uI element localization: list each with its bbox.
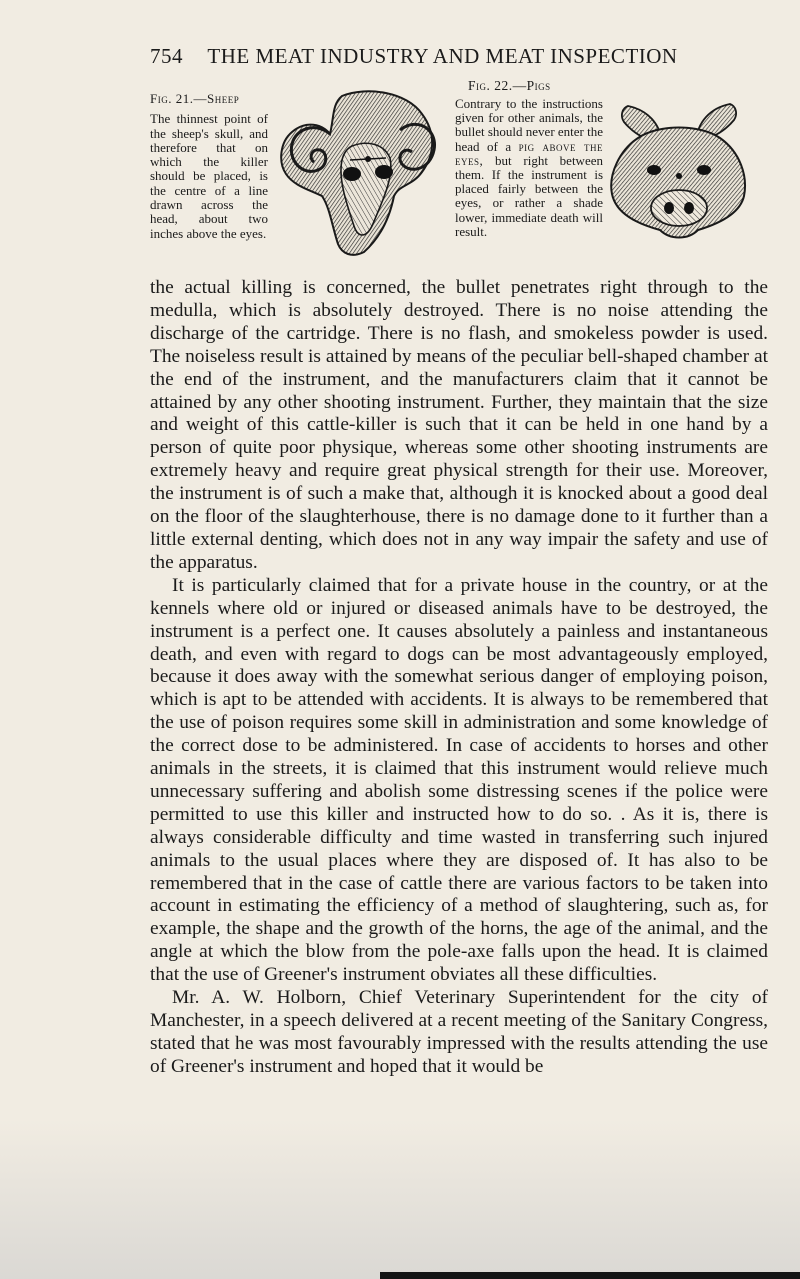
fig22-title: Fig. 22.—Pigs xyxy=(468,78,551,93)
running-header xyxy=(150,44,750,69)
page-bottom-shading xyxy=(0,1119,800,1279)
sheep-skull-engraving-icon xyxy=(272,86,452,258)
page-number: 754 xyxy=(150,44,183,68)
fig21-title: Fig. 21.—Sheep xyxy=(150,91,240,106)
fig22-caption-part2: but right between them. If the instrument is placed fairly between the eyes, or rather a shade lower, immediate death will result. xyxy=(455,152,603,239)
pig-skull-engraving-icon xyxy=(598,90,760,250)
paragraph: Mr. A. W. Holborn, Chief Veterinary Superintendent for the city of Manchester, in a speech delivered at a recent meeting of the Sanitary Congress, stated that he was most favourably impressed with the results attending the use of Greener's instrument and hoped that it would be xyxy=(150,987,768,1077)
fig21-caption: The thinnest point of the sheep's skull, and therefore that on which the killer should be placed, is the centre of a line drawn across the head, about two inches above the eyes. xyxy=(150,111,268,241)
paragraph: the actual killing is concerned, the bullet penetrates right through to the medulla, which is absolutely destroyed. There is no noise attending the discharge of the cartridge. There is no flash, and smokeless powder is used. The noiseless result is attained by means of the peculiar bell-shaped chamber at the end of the instrument, and the manufacturers claim that it cannot be attained by any other shooting instrument. Further, they maintain that the size and weight of this cattle-killer is such that it can be held in one hand by a person of quite poor physique, whereas some other shooting instruments are extremely heavy and require great physical strength for their use. Moreover, the instrument is of such a make that, although it is knocked about a good deal on the floor of the slaughterhouse, there is no damage done to it further than a little external denting, which does not in any way impair the safety and use of the apparatus. xyxy=(150,277,768,573)
paragraph: It is particularly claimed that for a private house in the country, or at the kennels where old or injured or diseased animals have to be destroyed, the instrument is a perfect one. It causes absolutely a painless and instantaneous death, and even with regard to dogs can be most advantageously employed, because it does away with the somewhat serious danger of employing poison, which is apt to be attended with accidents. It is always to be remembered that the use of poison requires some skill in administration and some knowledge of the correct dose to be administered. In case of accidents to horses and other animals in the streets, it is claimed that this instrument would relieve much unnecessary suffering and abolish some distressing scenes if the police were permitted to use this killer and instructed how to do so. . As it is, there is always considerable difficulty and time wasted in transferring such injured animals to the usual places where they are disposed of. It has also to be remembered that in the case of cattle there are various factors to be taken into account in estimating the efficiency of a method of slaughtering, such as, for example, the shape and the growth of the horns, the age of the animal, and the angle at which the blow from the pole-axe falls upon the head. It is claimed that the use of Greener's instrument obviates all these difficulties. xyxy=(150,574,768,986)
running-title: THE MEAT INDUSTRY AND MEAT INSPECTION xyxy=(207,44,678,68)
body-text xyxy=(150,277,768,1079)
page-edge-rule xyxy=(380,1272,800,1279)
fig22-caption xyxy=(455,97,603,239)
fig21-caption-block xyxy=(150,92,268,241)
fig22-caption-emphasis: pig above the eyes, xyxy=(455,138,604,168)
fig22-caption-part1: Contrary to the instructions given for other animals, the bullet should never enter the head of a xyxy=(455,96,604,154)
